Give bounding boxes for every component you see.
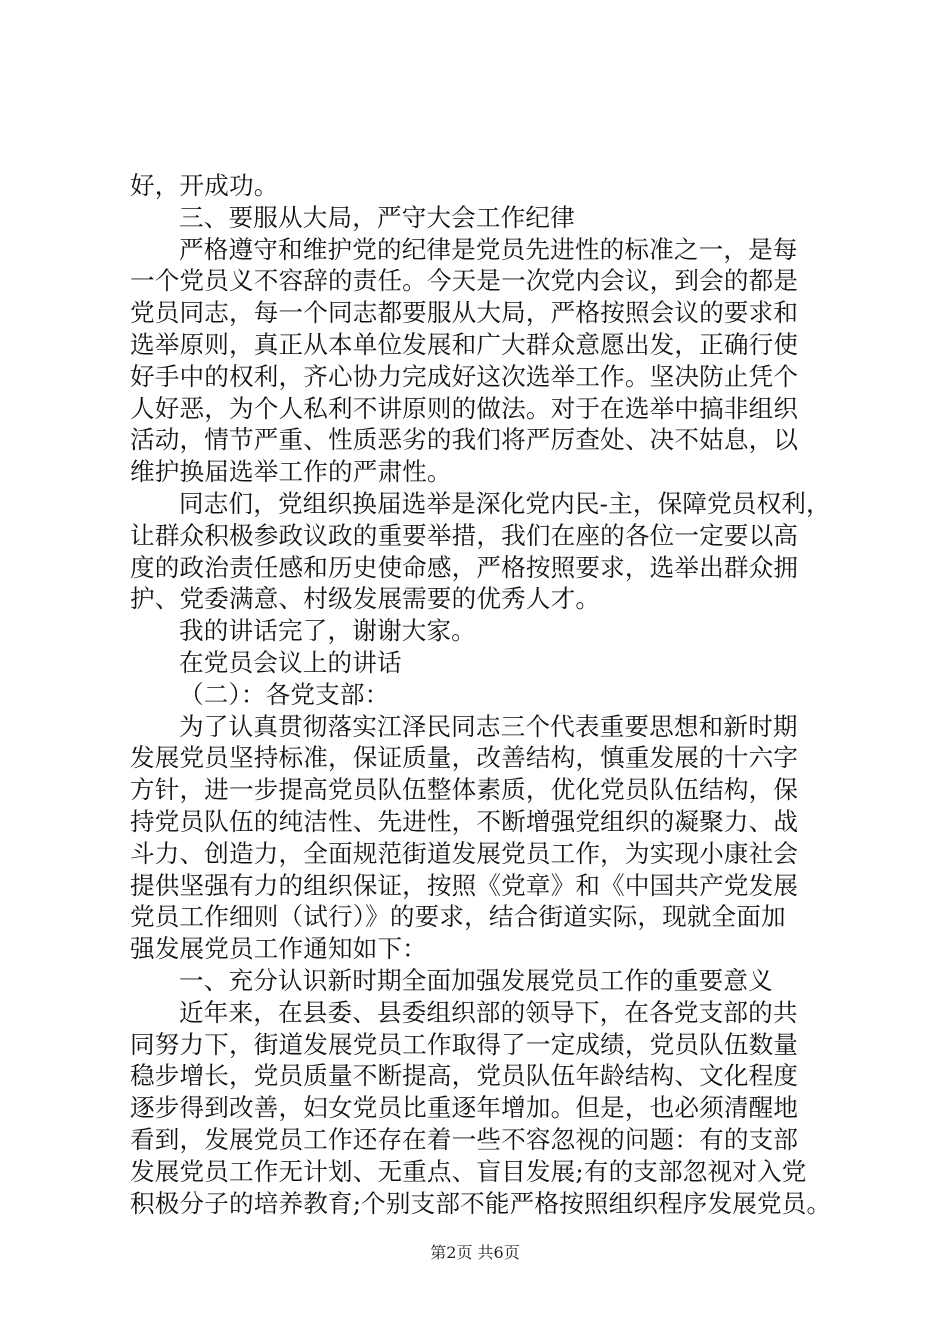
- body-line: 选举原则，真正从本单位发展和广大群众意愿出发，正确行使: [130, 329, 799, 359]
- body-line: 护、党委满意、村级发展需要的优秀人才。: [130, 584, 601, 614]
- body-line: 一个党员义不容辞的责任。今天是一次党内会议，到会的都是: [130, 266, 799, 296]
- body-line: 持党员队伍的纯洁性、先进性，不断增强党组织的凝聚力、战: [130, 806, 799, 836]
- body-line: 积极分子的培养教育;个别支部不能严格按照组织程序发展党员。: [130, 1188, 832, 1218]
- body-line: 提供坚强有力的组织保证，按照《党章》和《中国共产党发展: [130, 870, 799, 900]
- body-line: 好手中的权利，齐心协力完成好这次选举工作。坚决防止凭个: [130, 361, 799, 391]
- paragraph-first-line: 严格遵守和维护党的纪律是党员先进性的标准之一，是每: [179, 234, 798, 264]
- body-line: 稳步增长，党员质量不断提高，党员队伍年龄结构、文化程度: [130, 1061, 799, 1091]
- salutation: （二）：各党支部：: [179, 679, 390, 709]
- body-line: 好，开成功。: [130, 171, 279, 200]
- page-number-footer: 第2页 共6页: [430, 1243, 520, 1262]
- document-body: [130, 170, 832, 1219]
- body-line: 维护换届选举工作的严肃性。: [130, 457, 452, 487]
- body-line: 党员同志，每一个同志都要服从大局，严格按照会议的要求和: [130, 298, 799, 328]
- body-line: 发展党员坚持标准，保证质量，改善结构，慎重发展的十六字: [130, 743, 799, 773]
- article-title: 在党员会议上的讲话: [179, 647, 402, 677]
- body-line: 发展党员工作无计划、无重点、盲目发展;有的支部忽视对入党: [130, 1156, 807, 1186]
- paragraph-first-line: 同志们，党组织换届选举是深化党内民-主，保障党员权利，: [179, 488, 831, 518]
- paragraph-first-line: 近年来，在县委、县委组织部的领导下，在各党支部的共: [179, 997, 798, 1027]
- body-line: 让群众积极参政议政的重要举措，我们在座的各位一定要以高: [130, 520, 799, 550]
- body-line: 方针，进一步提高党员队伍整体素质，优化党员队伍结构，保: [130, 775, 799, 805]
- body-line: 斗力、创造力，全面规范街道发展党员工作，为实现小康社会: [130, 838, 799, 868]
- section-heading: 三、要服从大局，严守大会工作纪律: [179, 202, 575, 232]
- body-line: 人好恶，为个人私利不讲原则的做法。对于在选举中搞非组织: [130, 393, 799, 423]
- body-line: 活动，情节严重、性质恶劣的我们将严厉查处、决不姑息，以: [130, 425, 799, 455]
- body-line: 看到，发展党员工作还存在着一些不容忽视的问题：有的支部: [130, 1124, 799, 1154]
- body-line: 同努力下，街道发展党员工作取得了一定成绩，党员队伍数量: [130, 1029, 799, 1059]
- body-line: 度的政治责任感和历史使命感，严格按照要求，选举出群众拥: [130, 552, 799, 582]
- paragraph-first-line: 我的讲话完了，谢谢大家。: [179, 616, 476, 646]
- paragraph-first-line: 为了认真贯彻落实江泽民同志三个代表重要思想和新时期: [179, 711, 798, 741]
- body-line: 党员工作细则（试行）》的要求，结合街道实际，现就全面加: [130, 902, 786, 932]
- body-line: 逐步得到改善，妇女党员比重逐年增加。但是，也必须清醒地: [130, 1093, 799, 1123]
- section-heading: 一、充分认识新时期全面加强发展党员工作的重要意义: [179, 965, 773, 995]
- body-line: 强发展党员工作通知如下：: [130, 934, 427, 964]
